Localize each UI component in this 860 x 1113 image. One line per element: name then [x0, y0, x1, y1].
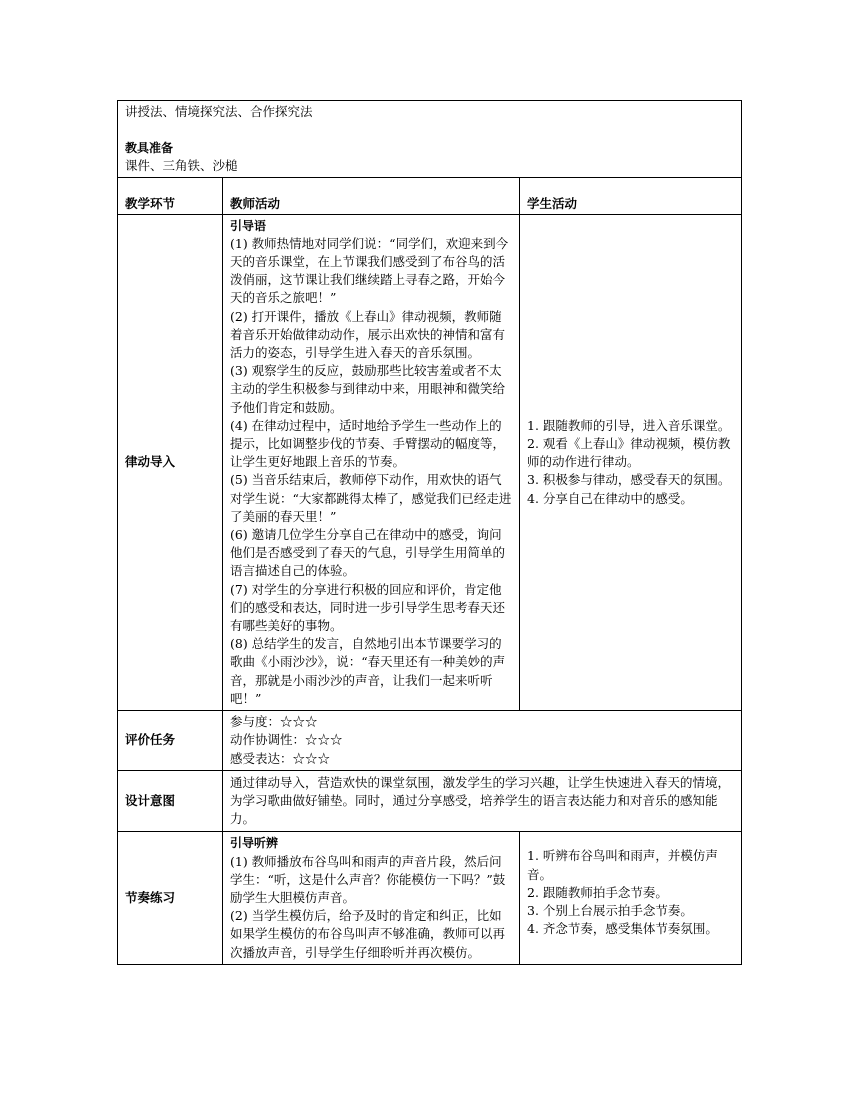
teacher-step: (6) 邀请几位学生分享自己在律动中的感受，询问他们是否感受到了春天的气息，引导学生用简单的语言描述自己的体验。 [230, 527, 506, 579]
rhythm-intro-student-cell [520, 214, 742, 710]
design-text: 通过律动导入，营造欢快的课堂氛围，激发学生的学习兴趣，让学生快速进入春天的情境，为学习歌曲做好铺垫。同时，通过分享感受，培养学生的语言表达能力和对音乐的感知能力。 [230, 774, 731, 827]
teacher-step: (1) 教师热情地对同学们说：“同学们，欢迎来到今天的音乐课堂，在上节课我们感受到了布谷鸟的活泼俏丽，这节课让我们继续踏上寻春之路，开始今天的音乐之旅吧！” [230, 235, 509, 306]
rhythm-intro-teacher-cell [223, 214, 520, 710]
rhythm-practice-teacher-cell [223, 832, 520, 964]
teacher-step: (2) 打开课件，播放《上春山》律动视频，教师随着音乐开始做律动动作，展示出欢快的神情和富有活力的姿态，引导学生进入春天的音乐氛围。 [230, 308, 506, 361]
rhythm-intro-subtitle: 引导语 [230, 218, 267, 233]
rhythm-practice-row [118, 832, 742, 964]
evaluation-item: 动作协调性：☆☆☆ [230, 732, 343, 748]
design-cell [223, 770, 742, 832]
student-step: 3. 个别上台展示拍手念节奏。 [527, 902, 693, 918]
teacher-step: (2) 当学生模仿后，给予及时的肯定和纠正，比如如果学生模仿的布谷鸟叫声不够准确，教师可以再次播放声音，引导学生仔细聆听并再次模仿。 [230, 908, 506, 960]
evaluation-item: 参与度：☆☆☆ [230, 714, 318, 730]
teacher-step: (5) 当音乐结束后，教师停下动作，用欢快的语气对学生说：“大家都跳得太棒了，感觉我们已经走进了美丽的春天里！” [230, 472, 512, 524]
evaluation-row [118, 711, 742, 771]
design-row [118, 770, 742, 832]
header-student-activity: 学生活动 [520, 177, 742, 214]
lesson-plan-table [117, 100, 742, 965]
methods-prep-cell [118, 101, 742, 178]
teacher-step: (4) 在律动过程中，适时地给予学生一些动作上的提示，比如调整步伐的节奏、手臂摆动的幅度等，让学生更好地跟上音乐的节奏。 [230, 417, 506, 470]
teaching-methods-text: 讲授法、情境探究法、合作探究法 [125, 104, 313, 119]
rhythm-practice-subtitle: 引导听辨 [230, 836, 279, 851]
lesson-plan-page [117, 100, 741, 965]
evaluation-label: 评价任务 [118, 711, 223, 771]
header-teacher-activity: 教师活动 [223, 177, 520, 214]
teacher-step: (3) 观察学生的反应，鼓励那些比较害羞或者不太主动的学生积极参与到律动中来，用眼神和微笑给予他们肯定和鼓励。 [230, 363, 506, 415]
student-step: 4. 分享自己在律动中的感受。 [527, 490, 693, 506]
design-label: 设计意图 [118, 770, 223, 832]
evaluation-item: 感受表达：☆☆☆ [230, 750, 331, 766]
evaluation-cell [223, 711, 742, 771]
methods-prep-row [118, 101, 742, 178]
header-row [118, 177, 742, 214]
student-step: 2. 观看《上春山》律动视频，模仿教师的动作进行律动。 [527, 436, 731, 470]
student-step: 2. 跟随教师拍手念节奏。 [527, 884, 668, 900]
teacher-step: (8) 总结学生的发言，自然地引出本节课要学习的歌曲《小雨沙沙》，说：“春天里还有一种美妙的声音，那就是小雨沙沙的声音，让我们一起来听听吧！” [230, 636, 506, 706]
student-step: 1. 听辨布谷鸟叫和雨声，并模仿声音。 [527, 848, 718, 882]
rhythm-practice-student-cell [520, 832, 742, 964]
header-teaching-stage: 教学环节 [118, 177, 223, 214]
student-step: 3. 积极参与律动，感受春天的氛围。 [527, 472, 731, 488]
rhythm-intro-label: 律动导入 [118, 214, 223, 710]
teacher-step: (7) 对学生的分享进行积极的回应和评价，肯定他们的感受和表达，同时进一步引导学生思考春天还有哪些美好的事物。 [230, 581, 506, 634]
teacher-step: (1) 教师播放布谷鸟叫和雨声的声音片段，然后问学生：“听，这是什么声音？你能模仿一下吗？”鼓励学生大胆模仿声音。 [230, 853, 506, 905]
student-step: 4. 齐念节奏，感受集体节奏氛围。 [527, 921, 718, 937]
prep-items-text: 课件、三角铁、沙槌 [125, 158, 238, 174]
rhythm-practice-label: 节奏练习 [118, 832, 223, 964]
student-step: 1. 跟随教师的引导，进入音乐课堂。 [527, 417, 731, 433]
rhythm-intro-row [118, 214, 742, 710]
prep-title: 教具准备 [125, 141, 174, 156]
